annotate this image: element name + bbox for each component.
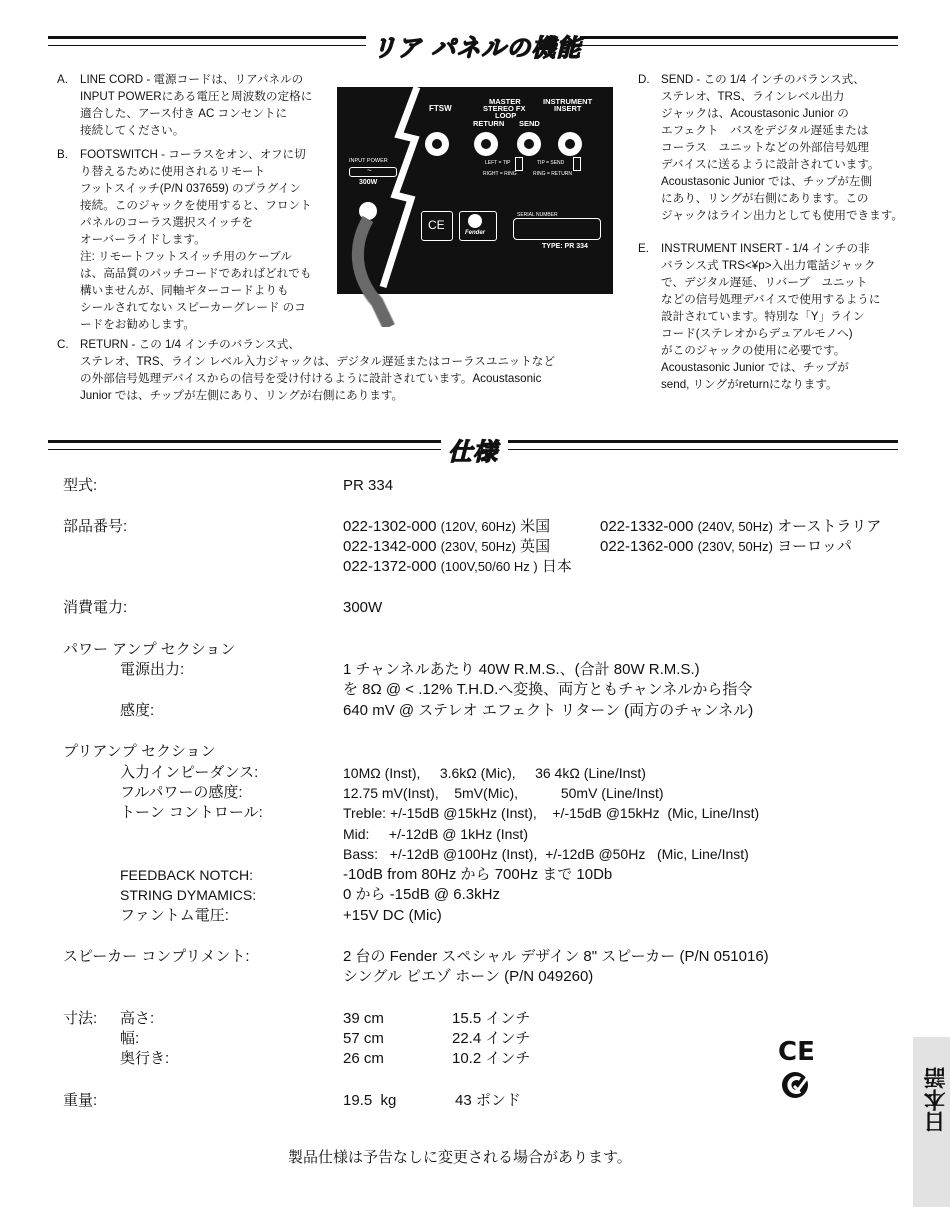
ftsw-label: FTSW — [429, 104, 452, 113]
text-line: り替えるために使用されるリモート — [80, 165, 266, 178]
text-line: INPUT POWERにある電圧と周波数の定格に — [80, 90, 313, 103]
rear-item-b — [57, 146, 330, 333]
item-label: A. — [57, 73, 68, 86]
text-line: コード(ステレオからデュアルモノへ) — [661, 327, 853, 340]
treble-value: Treble: +/-15dB @15kHz (Inst), +/-15dB @15kHz (Mic, Line/Inst) — [343, 805, 760, 821]
string-dynamics-label: STRING DYMAMICS: — [120, 887, 257, 903]
rear-panel-illustration — [337, 87, 613, 294]
part-number: 022-1362-000 — [600, 538, 694, 555]
ce-mark: CE — [778, 1037, 815, 1067]
tip-send-label: TIP = SEND — [537, 160, 565, 166]
c-tick-icon — [780, 1070, 814, 1100]
rear-item-e — [638, 240, 906, 393]
text-line: RETURN - この 1/4 インチのバランス式、 — [80, 338, 300, 351]
amp-output-label: 電源出力: — [120, 661, 185, 678]
right-ring-label: RIGHT = RING — [483, 171, 517, 177]
text-line: ジャックは、Acoustasonic Junior の — [661, 107, 849, 120]
weight-label: 重量: — [63, 1092, 98, 1109]
text-line: パネルのコーラス選択スイッチを — [80, 216, 254, 229]
text-line: LINE CORD - 電源コードは、リアパネルの — [80, 73, 304, 86]
string-dynamics-value: 0 から -15dB @ 6.3kHz — [343, 886, 500, 903]
watts-label: 300W — [359, 179, 378, 186]
spec-header — [48, 432, 898, 466]
ce-panel-mark: CE — [428, 218, 445, 232]
dimensions-label: 寸法: — [63, 1010, 98, 1027]
item-label: B. — [57, 148, 68, 161]
mid-value: Mid: +/-12dB @ 1kHz (Inst) — [343, 826, 528, 842]
full-power-label: フルパワーの感度: — [120, 784, 243, 801]
part-row-1 — [343, 517, 550, 537]
text-line: SEND - この 1/4 インチのバランス式、 — [661, 73, 865, 86]
send-label: SEND — [519, 119, 540, 128]
part-row-2 — [600, 517, 881, 537]
master-label-1: MASTER — [489, 97, 521, 106]
part-number: 022-1372-000 — [343, 558, 437, 575]
rear-item-c — [57, 336, 610, 404]
text-line: デバイスに送るように設計されています。 — [661, 158, 880, 171]
impedance-line: 36 4kΩ (Line/Inst) — [535, 765, 646, 781]
text-line: 構いませんが、同軸ギターコードよりも — [80, 284, 289, 297]
left-tip-label: LEFT = TIP — [485, 160, 511, 166]
weight-lb: 43 ポンド — [455, 1092, 521, 1109]
language-tab — [913, 1037, 950, 1207]
text-line: などの信号処理デバイスで使用するように — [661, 293, 881, 306]
part-voltage: (230V, 50Hz) — [697, 539, 773, 554]
height-cm: 39 cm — [343, 1010, 384, 1027]
part-region: 日本 — [541, 558, 572, 575]
text-line: で、デジタル遅延、リバーブ ユニット — [661, 276, 868, 289]
full-power-line: 50mV (Line/Inst) — [560, 785, 664, 801]
part-label: 部品番号: — [63, 518, 128, 535]
height-label: 高さ: — [120, 1010, 155, 1027]
amp-output-value-1: 1 チャンネルあたり 40W R.M.S.、(合計 80W R.M.S.) — [343, 661, 700, 678]
text-line: Acoustasonic Junior では、チップが — [661, 361, 849, 374]
text-line: send, リングがreturnになります。 — [661, 378, 838, 391]
speaker-value-1: 2 台の Fender スペシャル デザイン 8" スピーカー (P/N 051016) — [343, 948, 769, 965]
model-value: PR 334 — [343, 477, 394, 494]
part-region: ヨーロッパ — [777, 538, 852, 555]
part-voltage: (100V,50/60 Hz ) — [440, 559, 538, 574]
preamp-section-label: プリアンプ セクション — [63, 743, 216, 760]
text-line: 注: リモートフットスイッチ用のケーブル — [80, 250, 292, 263]
depth-cm: 26 cm — [343, 1050, 384, 1067]
full-power-value — [343, 783, 664, 803]
width-in: 22.4 インチ — [452, 1030, 531, 1047]
text-line: エフェクト バスをデジタル遅延または — [661, 124, 869, 137]
bass-value: Bass: +/-12dB @100Hz (Inst), +/-12dB @50Hz (Mic, Line/Inst) — [343, 846, 749, 862]
feedback-notch-value: -10dB from 80Hz から 700Hz まで 10Db — [343, 866, 613, 883]
serial-box — [513, 218, 601, 240]
full-power-mic: 5mV(Mic), — [454, 785, 519, 801]
text-line: ジャックはライン出力としても使用できます。 — [661, 209, 903, 222]
c-tick-mark — [468, 214, 482, 228]
part-voltage: (240V, 50Hz) — [697, 519, 773, 534]
instrument-label-2: INSERT — [554, 104, 582, 113]
text-line: ードをお勧めします。 — [80, 318, 196, 331]
text-line: INSTRUMENT INSERT - 1/4 インチの非 — [661, 242, 870, 255]
tone-label: トーン コントロール: — [120, 804, 263, 821]
part-region: 米国 — [520, 518, 551, 535]
speaker-value-2: シングル ピエゾ ホーン (P/N 049260) — [343, 968, 594, 985]
height-in: 15.5 インチ — [452, 1010, 531, 1027]
part-row-3 — [343, 537, 550, 557]
text-line: シールされてない スピーカーグレード のコ — [80, 301, 306, 314]
master-label-2: STEREO FX — [483, 104, 526, 113]
part-number: 022-1302-000 — [343, 518, 437, 535]
text-line: にあり、リングが右側にあります。この — [661, 192, 869, 205]
power-value: 300W — [343, 599, 383, 616]
phantom-label: ファントム電圧: — [120, 907, 229, 924]
item-label: E. — [638, 242, 649, 255]
speaker-label: スピーカー コンプリメント: — [63, 948, 250, 965]
text-line: 適合した、アース付き AC コンセントに — [80, 107, 288, 120]
part-voltage: (230V, 50Hz) — [440, 539, 516, 554]
phantom-value: +15V DC (Mic) — [343, 907, 442, 924]
item-label: C. — [57, 338, 69, 351]
part-region: オーストラリア — [777, 518, 882, 535]
text-line: バランス式 TRS<¥p>入出力電話ジャック — [661, 259, 876, 272]
part-number: 022-1332-000 — [600, 518, 694, 535]
part-row-5 — [343, 557, 572, 577]
text-line: Acoustasonic Junior では、チップが左側 — [661, 175, 872, 188]
impedance-value — [343, 763, 646, 783]
item-label: D. — [638, 73, 650, 86]
type-label: TYPE: PR 334 — [542, 243, 588, 250]
full-power-inst: 12.75 mV(Inst), — [343, 785, 439, 801]
return-label: RETURN — [473, 119, 505, 128]
rear-panel-title: リア パネルの機能 — [372, 33, 582, 62]
power-label: 消費電力: — [63, 599, 128, 616]
rear-item-d — [638, 71, 906, 224]
text-line: フットスイッチ(P/N 037659) のプラグイン — [80, 182, 301, 195]
tilde-label: ~ — [367, 166, 372, 175]
text-line: の外部信号処理デバイスからの信号を受け付けるように設計されています。Acoustasonic — [80, 372, 542, 385]
part-number: 022-1342-000 — [343, 538, 437, 555]
width-cm: 57 cm — [343, 1030, 384, 1047]
text-line: コーラス ユニットなどの外部信号処理 — [661, 141, 869, 154]
impedance-mic: 3.6kΩ (Mic), — [439, 765, 516, 781]
text-line: FOOTSWITCH - コーラスをオン、オフに切 — [80, 148, 306, 161]
instrument-label-1: INSTRUMENT — [543, 97, 593, 106]
fender-logo: Fender — [465, 230, 486, 236]
text-line: 接続。このジャックを使用すると、フロント — [80, 199, 312, 212]
width-label: 幅: — [120, 1030, 140, 1047]
spec-title: 仕様 — [448, 437, 498, 466]
master-label-3: LOOP — [495, 111, 517, 120]
amp-section-label: パワー アンプ セクション — [63, 641, 236, 658]
amp-sensitivity-label: 感度: — [120, 702, 155, 719]
text-line: がこのジャックの使用に必要です。 — [661, 344, 846, 357]
model-label: 型式: — [63, 477, 98, 494]
depth-label: 奥行き: — [120, 1050, 170, 1067]
language-tab-label: 日本語 — [924, 1067, 949, 1133]
power-cord — [337, 87, 613, 327]
serial-label: SERIAL NUMBER — [517, 212, 558, 218]
weight-kg: 19.5 kg — [343, 1092, 397, 1109]
text-line: 設計されています。特別な「Y」ライン — [661, 310, 865, 323]
ring-return-label: RING = RETURN — [533, 171, 573, 177]
part-voltage: (120V, 60Hz) — [440, 519, 516, 534]
impedance-inst: 10MΩ (Inst), — [343, 765, 421, 781]
amp-sensitivity-value: 640 mV @ ステレオ エフェクト リターン (両方のチャンネル) — [343, 702, 754, 719]
feedback-notch-label: FEEDBACK NOTCH: — [120, 867, 254, 883]
footer-note: 製品仕様は予告なしに変更される場合があります。 — [288, 1149, 632, 1166]
depth-in: 10.2 インチ — [452, 1050, 531, 1067]
rear-item-a — [57, 71, 330, 139]
text-line: ステレオ、TRS、ラインレベル出力 — [661, 90, 845, 103]
text-line: オーバーライドします。 — [80, 233, 206, 246]
text-line: は、高品質のパッチコードであればどれでも — [80, 267, 312, 280]
text-line: ステレオ、TRS、ライン レベル入力ジャックは、デジタル遅延またはコーラスユニットなど — [80, 355, 555, 368]
part-row-4 — [600, 537, 852, 557]
impedance-label: 入力インピーダンス: — [120, 764, 259, 781]
text-line: Junior では、チップが左側にあり、リングが右側にあります。 — [80, 389, 404, 402]
part-region: 英国 — [520, 538, 551, 555]
text-line: 接続してください。 — [80, 124, 185, 137]
input-power-label: INPUT POWER — [349, 158, 388, 164]
amp-output-value-2: を 8Ω @ < .12% T.H.D.へ変換、両方ともチャンネルから指令 — [343, 681, 753, 698]
rear-panel-header — [48, 28, 898, 62]
